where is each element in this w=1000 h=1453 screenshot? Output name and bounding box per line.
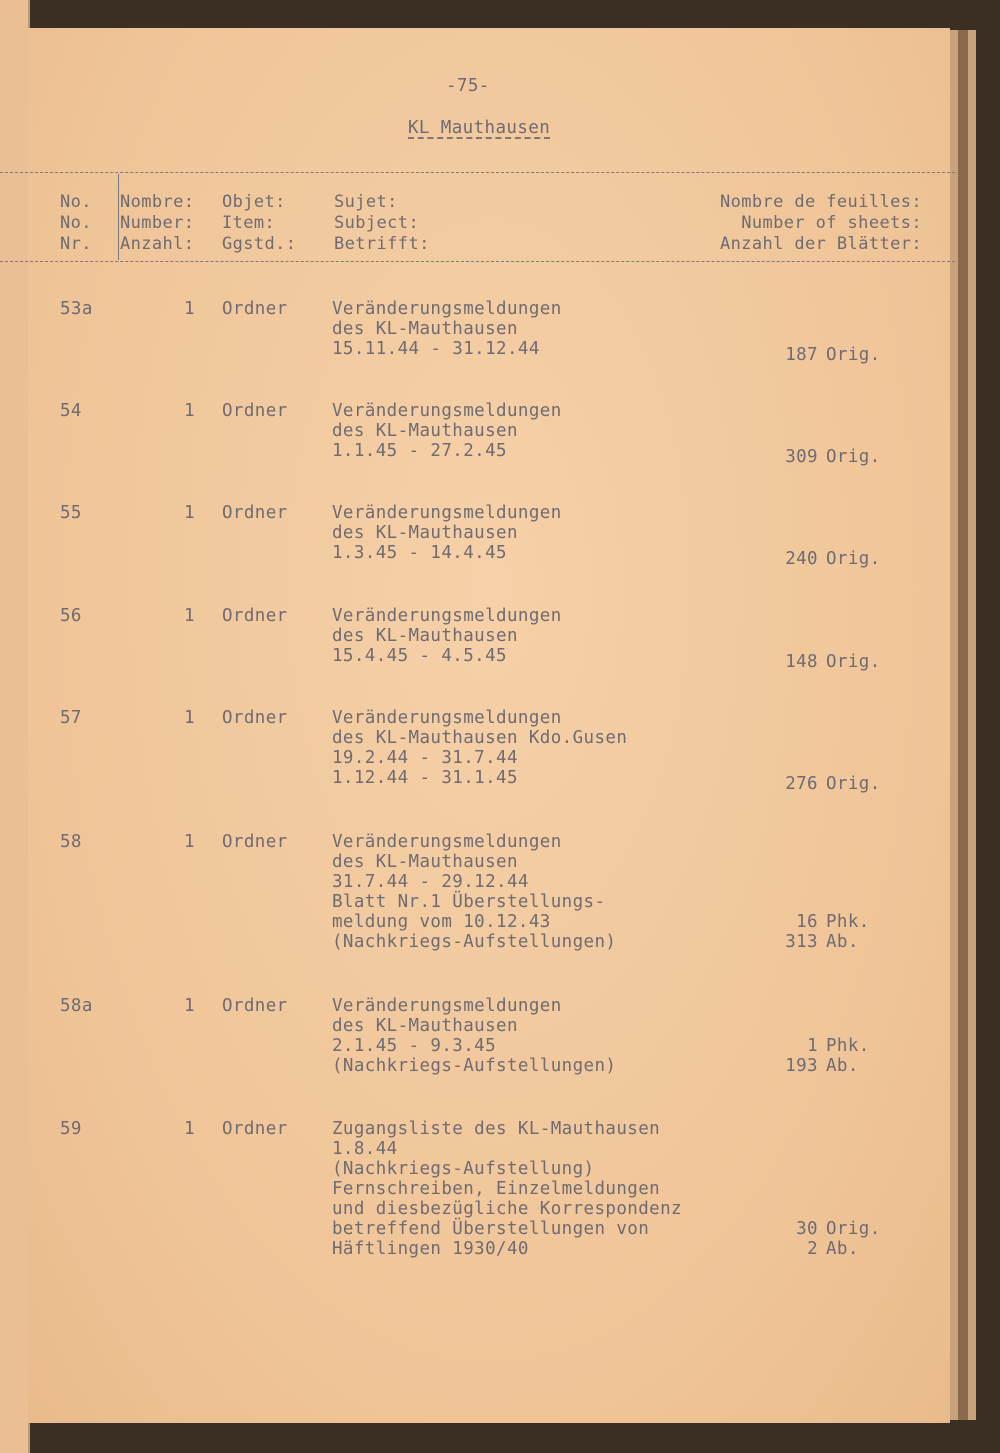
header-no-label: No. [60, 192, 92, 212]
entry-sheet-type: Orig. [826, 447, 881, 467]
entry-number: 55 [60, 503, 82, 523]
entry-subject-line: und diesbezügliche Korrespondenz [332, 1199, 682, 1219]
entry-subject-line: 2.1.45 - 9.3.45 [332, 1036, 497, 1056]
entry-subject-line: 1.8.44 [332, 1139, 398, 1159]
entry-subject-line: (Nachkriegs-Aufstellung) [332, 1159, 595, 1179]
entry-count: 1 [184, 708, 195, 728]
header-divider [118, 174, 119, 260]
entry-sheet-type: Orig. [826, 774, 881, 794]
header-item-label: Ggstd.: [222, 234, 297, 254]
entry-number: 59 [60, 1119, 82, 1139]
entry-subject-line: Veränderungsmeldungen [332, 503, 562, 523]
header-number-label: Nombre: [120, 192, 195, 212]
entry-subject-line: des KL-Mauthausen [332, 626, 518, 646]
entry-subject-line: Veränderungsmeldungen [332, 996, 562, 1016]
entry-count: 1 [184, 996, 195, 1016]
entry-count: 1 [184, 299, 195, 319]
entry-item: Ordner [222, 503, 288, 523]
header-sheets-label: Number of sheets: [741, 213, 922, 233]
entry-sheet-count: 1 [807, 1036, 818, 1056]
entry-number: 57 [60, 708, 82, 728]
entry-sheet-count: 187 [785, 345, 818, 365]
entry-subject-line: 1.3.45 - 14.4.45 [332, 543, 507, 563]
entry-subject-line: Veränderungsmeldungen [332, 832, 562, 852]
header-no-label: No. [60, 213, 92, 233]
document-title: KL Mauthausen [408, 118, 551, 138]
entry-subject-line: des KL-Mauthausen [332, 523, 518, 543]
entry-sheet-type: Ab. [826, 932, 859, 952]
entry-item: Ordner [222, 1119, 288, 1139]
entry-subject-line: des KL-Mauthausen [332, 852, 518, 872]
entry-subject-line: (Nachkriegs-Aufstellungen) [332, 932, 617, 952]
entry-item: Ordner [222, 996, 288, 1016]
entry-subject-line: 1.1.45 - 27.2.45 [332, 441, 507, 461]
header-subject-label: Subject: [334, 213, 420, 233]
header-number-label: Number: [120, 213, 195, 233]
entry-sheet-type: Ab. [826, 1239, 859, 1259]
entry-subject-line: 15.4.45 - 4.5.45 [332, 646, 507, 666]
entry-count: 1 [184, 401, 195, 421]
entry-subject-line: Veränderungsmeldungen [332, 401, 562, 421]
entry-number: 58a [60, 996, 93, 1016]
entry-sheet-count: 148 [785, 652, 818, 672]
entry-sheet-type: Orig. [826, 652, 881, 672]
entry-sheet-count: 16 [796, 912, 818, 932]
entry-number: 53a [60, 299, 93, 319]
entry-sheet-type: Ab. [826, 1056, 859, 1076]
entry-count: 1 [184, 503, 195, 523]
entry-subject-line: des KL-Mauthausen [332, 319, 518, 339]
entry-item: Ordner [222, 299, 288, 319]
entry-item: Ordner [222, 401, 288, 421]
entry-item: Ordner [222, 606, 288, 626]
entry-sheet-type: Phk. [826, 912, 870, 932]
entry-subject-line: 31.7.44 - 29.12.44 [332, 872, 529, 892]
entry-subject-line: betreffend Überstellungen von [332, 1219, 650, 1239]
header-number-label: Anzahl: [120, 234, 195, 254]
entry-count: 1 [184, 832, 195, 852]
header-top-rule [0, 172, 955, 173]
entry-sheet-count: 309 [785, 447, 818, 467]
header-no-label: Nr. [60, 234, 92, 254]
entry-subject-line: Veränderungsmeldungen [332, 708, 562, 728]
header-bottom-rule [0, 261, 955, 262]
entry-sheet-type: Orig. [826, 345, 881, 365]
entry-sheet-count: 30 [796, 1219, 818, 1239]
entry-number: 58 [60, 832, 82, 852]
entry-sheet-type: Orig. [826, 549, 881, 569]
header-subject-label: Betrifft: [334, 234, 430, 254]
header-subject-label: Sujet: [334, 192, 398, 212]
entry-subject-line: meldung vom 10.12.43 [332, 912, 551, 932]
entry-number: 54 [60, 401, 82, 421]
entry-subject-line: (Nachkriegs-Aufstellungen) [332, 1056, 617, 1076]
entry-sheet-count: 193 [785, 1056, 818, 1076]
header-item-label: Item: [222, 213, 276, 233]
entry-sheet-type: Orig. [826, 1219, 881, 1239]
page-edge-shadow [958, 30, 968, 1420]
header-item-label: Objet: [222, 192, 286, 212]
entry-subject-line: Fernschreiben, Einzelmeldungen [332, 1179, 661, 1199]
entry-subject-line: 1.12.44 - 31.1.45 [332, 768, 518, 788]
entry-item: Ordner [222, 832, 288, 852]
entry-subject-line: des KL-Mauthausen Kdo.Gusen [332, 728, 628, 748]
entry-sheet-count: 240 [785, 549, 818, 569]
entry-subject-line: des KL-Mauthausen [332, 421, 518, 441]
entry-subject-line: 15.11.44 - 31.12.44 [332, 339, 540, 359]
entry-sheet-count: 2 [807, 1239, 818, 1259]
entry-number: 56 [60, 606, 82, 626]
entry-sheet-count: 276 [785, 774, 818, 794]
entry-sheet-count: 313 [785, 932, 818, 952]
header-sheets-label: Anzahl der Blätter: [719, 234, 922, 254]
entry-subject-line: 19.2.44 - 31.7.44 [332, 748, 518, 768]
entry-subject-line: Zugangsliste des KL-Mauthausen [332, 1119, 661, 1139]
entry-subject-line: Veränderungsmeldungen [332, 606, 562, 626]
entry-count: 1 [184, 1119, 195, 1139]
entry-subject-line: Häftlingen 1930/40 [332, 1239, 529, 1259]
header-sheets-label: Nombre de feuilles: [719, 192, 922, 212]
entry-subject-line: Veränderungsmeldungen [332, 299, 562, 319]
entry-count: 1 [184, 606, 195, 626]
entry-item: Ordner [222, 708, 288, 728]
entry-subject-line: Blatt Nr.1 Überstellungs- [332, 892, 606, 912]
page-number: -75- [446, 76, 490, 96]
entry-subject-line: des KL-Mauthausen [332, 1016, 518, 1036]
entry-sheet-type: Phk. [826, 1036, 870, 1056]
